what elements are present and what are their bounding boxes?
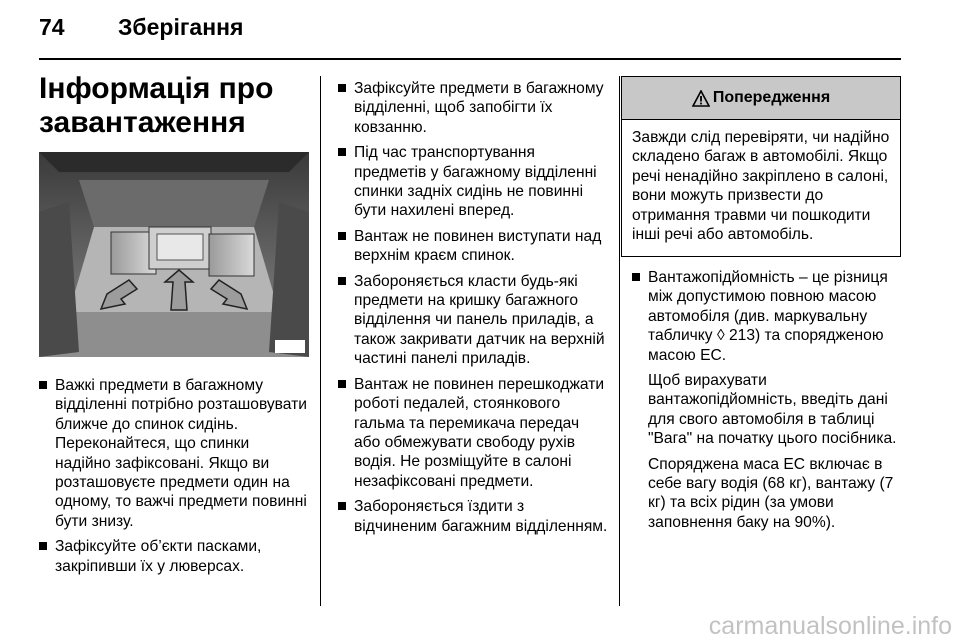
bullet-text: Вантажопідйомність – це різниця між допустимою повною масою автомобіля (див. маркувальну табличку ◊ 213) та спорядженою масою ЕС.: [648, 269, 888, 364]
bullet-square-icon: [338, 502, 346, 510]
warning-title: Попередження: [712, 89, 831, 106]
col3-bullet-list: [632, 268, 907, 538]
list-item: [338, 375, 608, 491]
warning-text: Завжди слід перевіряти, чи надійно складено багаж в автомобілі. Якщо речі ненадійно закріплено в салоні, вони можуть призвести до отримання травми чи пошкодити інші речі або автомобіль.: [632, 129, 890, 244]
bullet-square-icon: [39, 381, 47, 389]
list-item: [39, 537, 309, 576]
bullet-text: Вантаж не повинен виступати над верхнім краєм спинок.: [354, 227, 602, 265]
bullet-square-icon: [338, 232, 346, 240]
trunk-load-illustration: [39, 152, 309, 357]
column-divider-1: [320, 76, 321, 606]
page-header: [39, 14, 901, 62]
bullet-text: Забороняється класти будь-які предмети на кришку багажного відділення чи панель приладів, а також закривати датчик на верхній частині панелі приладів.: [354, 272, 605, 368]
header-rule: [39, 58, 901, 60]
paragraph: Щоб вирахувати вантажопідйомність, введіть дані для свого автомобіля в таблиці "Вага" на початку цього посібника.: [648, 372, 897, 448]
bullet-square-icon: [338, 277, 346, 285]
warning-triangle-icon: [692, 90, 710, 107]
column-divider-2: [619, 76, 620, 606]
bullet-text: Вантаж не повинен перешкоджати роботі педалей, стоянкового гальма та перемикача передач або обмежувати свободу рухів водія. Не розміщуйте в салоні незафіксовані предмети.: [354, 375, 605, 490]
bullet-text: Забороняється їздити з відчиненим багажним відділенням.: [354, 498, 608, 535]
page-title: Інформація про завантаження: [39, 72, 274, 139]
page-number: 74: [39, 14, 65, 40]
col1-bullet-list: [39, 376, 309, 582]
bullet-text: Зафіксуйте об’єкти пасками, закріпивши їх у люверсах.: [55, 538, 262, 575]
section-title: Зберігання: [118, 14, 244, 40]
page-ref-arrow-icon: ◊: [716, 327, 725, 345]
list-item: [338, 497, 608, 536]
warning-header: [622, 77, 900, 120]
list-item: [338, 227, 608, 266]
bullet-square-icon: [338, 148, 346, 156]
list-item: [338, 272, 608, 369]
warning-box: [621, 76, 901, 257]
list-item: [338, 79, 608, 137]
col2-bullet-list: [338, 79, 608, 542]
list-item: [39, 376, 309, 531]
bullet-text: Зафіксуйте предмети в багажному відділенні, щоб запобігти їх ковзанню.: [354, 80, 604, 136]
watermark: carmanualsonline.info: [708, 612, 952, 640]
bullet-square-icon: [39, 542, 47, 550]
list-item: [338, 143, 608, 221]
bullet-text: Важкі предмети в багажному відділенні потрібно розташовувати ближче до спинок сидінь. Переконайтеся, що спинки надійно зафіксовані. Якщо ви розташовуєте предмети один на одному, то важчі предмети повинні бути знизу.: [55, 377, 307, 530]
paragraph: Споряджена маса ЕС включає в себе вагу водія (68 кг), вантажу (7 кг) та всіх рідин (за умови заповнення баку на 90%).: [648, 455, 894, 531]
bullet-square-icon: [338, 84, 346, 92]
bullet-square-icon: [632, 273, 640, 281]
bullet-square-icon: [338, 380, 346, 388]
list-item: [632, 268, 907, 532]
bullet-text: Під час транспортування предметів у багажному відділенні спинки задніх сидінь не повинні бути нахилені вперед.: [354, 144, 597, 220]
